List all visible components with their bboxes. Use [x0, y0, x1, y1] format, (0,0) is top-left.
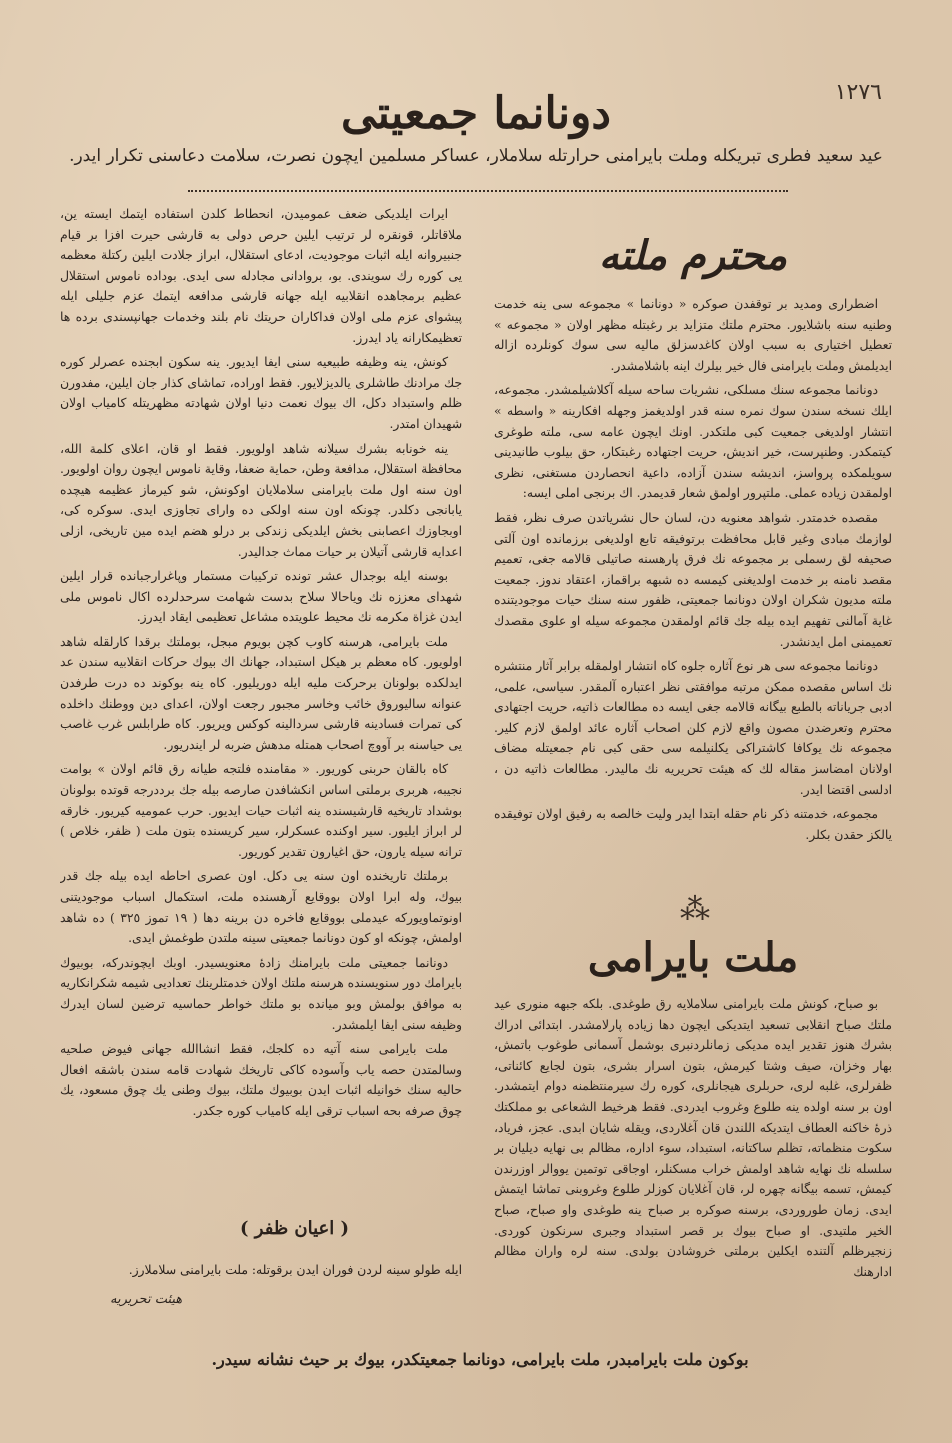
paragraph: مقصده خدمتدر. شواهد معنويه دن، لسان حال نشرياتدن صرف نظر، فقط لوازمك مبادى وغير قابل محافظت برتوفيقه تابع اولديغى برزمانده اون آلتى صحيفه لق رسملى بر مجموعه نك فرق پارهسنه صاتيلى قالامه جغى، تعميم مقصد نامنه بر خدمت اولديغنى كيمسه ده شبهه براقماز، اعتقاد ندوز. جمعيت ملته مديون شكران اولان دونانما جمعيتى، ظفور سنه سنك حيات موجوديتنده غاية آمالنى تفهيم ايده بيله جك قائم اولمقدن مجموعه سيله او علوى مقصدك تعميمنى امل ايدنشدر. — [494, 510, 892, 649]
paragraph: ايرات ايلديكى ضعف عموميدن، انحطاط كلدن استفاده ايتمك ايسته ين، ملاقاتلر، قونقره لر ترتيب ايلين حرص دولى به قارشى حيرت افزا بر قيام جنبيروانه ايله اثبات موجوديت، ادعاى استقلال، ابراز جلادت ايلين ركتلة معظمه يى كوره رك سويندى. بو، بروادانى مجادله سى ايدى. بوداده ناموس استقلال عظيم برمجاهده انقلابيه ايله جهانه قارشى مدافعه ايتمك عزم جليلى ايله پيشواى عزم ملى اولان فداكاران حريتك نام بلند وخدمات جهانپسندى برده ها تعظيمكارانه ياد ايدرز. — [60, 207, 462, 345]
paragraph: برملتك تاريخنده اون سنه يى دكل. اون عصرى احاطه ايده بيله جك قدر بيوك، وله ابرا اولان بووقايع آرهسنده ملت، استكمال اسباب موجوديتنى اونوتماويوركه عيدملى بووقايع فاخره دن برينه دها ( ١٩ تموز ٣٢٥ ) ده شاهد اولمش، چونكه او كون دونانما جمعيتى سينه ملتدن طوغمش ايدى. — [60, 869, 462, 946]
page-number: ١٢٧٦ — [834, 80, 882, 105]
paragraph: اضطرارى ومديد بر توقفدن صوكره « دونانما » مجموعه سى ينه خدمت وطنيه سنه باشلايور. محترم ملتك متزايد بر رغبتله مظهر اولان « مجموعه » تعطيل اختيارى به سبب اولان كاغدسزلق ماليه سى سوك كونلرده ازاله ايديلمش وملت بايرامنى فال خير بيلرك اينه باشلامشدر. — [494, 297, 892, 373]
article-body-respected-nation — [494, 294, 892, 884]
paragraph: بوسنه ايله بوجدال عشر تونده تركيبات مستمار وپاغرارجبانده قرار ايلين شهداى معززه نك وياحالا سلاح بدست شهامت سرحدلرده اكال ناموس ملى ايدن غزاة مكرمه نك محيط علويتده مشاعل تعظيمى ايقاد ايدرز. — [60, 569, 462, 625]
signature-motto: ( اعيان ظفر ) — [240, 1218, 350, 1239]
masthead-subtitle: عيد سعيد فطرى تبريكله وملت بايرامنى حرارتله سلاملار، عساكر مسلمين ايچون نصرت، سلامت دعاسنى تكرار ايدر. — [69, 146, 883, 166]
paragraph: كاه بالقان حربنى كوريور. « مقامنده فلتجه طيانه رق قائم اولان » بوامت نجيبه، هربرى برملتى اساس انكشافدن صارصه بيله جك برددرجه قوتده بولونان بوشداد تاريخيه قارشيسنده ينه اثبات حيات ايديور. حرب عموميه كيريور. خارقه لر ابراز ايليور. سير اوكنده عسكرلر، سير كريسنده بتون ملت ( ظفر، خلاص ) ترانه سيله يارون، حق اغيارون تقدير كوريور. — [60, 762, 462, 859]
paragraph: كونش، ينه وظيفه طبيعيه سنى ايفا ايديور. ينه سكون ابجنده عصرلر كوره جك مرادنك طاشلرى يالديزلايور. فقط اوراده، تماشاى كذار جان ايلين، مفدورن ظلم واستبداد دكل، اك بيوك نعمت دنيا اولان شهادته مظهريتله كامياب اولان شهيدان امتدر. — [60, 355, 462, 431]
footer-banner: بوكون ملت بايرامبدر، ملت بايرامى، دونانما جمعيتكدر، بيوك بر حيث نشانه سيدر. — [211, 1350, 749, 1369]
masthead-title: دونانما جمعيتى — [341, 88, 611, 139]
article-heading-national-holiday: ملت بايرامى — [587, 934, 799, 981]
ornament-asterism-icon: ⁂ — [680, 892, 710, 927]
paragraph: ينه خونابه بشرك سيلانه شاهد اولويور. فقط او قان، اعلاى كلمة الله، محافظة استقلال، مدافعة وطن، حماية ضعفا، وقاية ناموس ايچون روان اولويور. اون سنه اول ملت بايرامنى سلاملايان اوكونش، شو كيرماز عظيمه هيچده يابانجى دكلدر. چونكه اون سنه اولكى ده واراى تجاوزى ايدى. سوكره كى، اوبجاوزك اعصابنى بخش ايلديكى زندكى بر درلو هضم ايده مين تاريخى، ازلى اعدايه قارشى آتيلان بر حيات مماث جداليدر. — [60, 441, 462, 559]
header-divider — [188, 190, 788, 192]
paragraph: بو صباح، كونش ملت بايرامنى سلاملايه رق طوغدى. بلكه جبهه منورى عيد ملتك صباح انقلابى تسعيد ايتديكى ايچون دها زياده پارلامشدر. ابتدائى ادراك بشرك هنوز تقدير ايده مديكى زمانلردنبرى بوشمل آسمانى طوغوب باتمش، بهار وخزان، صيف وشتا كيرمش، بتون اسرار بشرى، بتون لجايع كائناتى، ظفرلرى، غلبه لرى، حربلرى هيجانلرى، كوره رك سيرمنتظمنه دوام ايتمشدر. اون بر سنه اولده ينه طلوع وغروب ايدردى. فقط هرخيط الشعاعى بو مملكتك ذرۀ خاكنه العطاف ايتديكه اللندن قان آغلاردى، ويقله شايان ابدى. عجز، فرياد، سكوت منظماته، تظلم ساكتانه، استبداد، سوء اداره، مظالم بى نهايه ديليان بر سلسله نك نهايه شاهد اولمش خراب مسكنلر، اوجاقى توتمين يووالر اوزرندن كيمش، تسمه بيگانه چهره لر، قان آغلايان كوزلر طلوع وغروبنى تماشا ايتمش ايدى. زمان طوروردى، برسنه صوكره بر صباح ينه طوغدى واو صباح، صباح الخير ملتيدى. او صباح بيوك بر قصر استبداد وجبرى سرنكون كوردى. زنجيرظلم آلتنده ايكلين برملتى خروشادن بولدى. سنه لره واران مظالم ادارهنك — [494, 997, 892, 1279]
paragraph: دونانما جمعيتى ملت بايرامنك زادۀ معنويسيدر. اوبك ايچوندركه، بوبيوك بايرامك دور سنويسنده هرسنه ملتك اولان خدمتلرينك تعداديى شيمه شكرانكاريه به موافق بولمش وبو ميانده بو ملتك خواطر حماسيه ترضين لسان ايدرك وظيفه سنى ايفا ايلمشدر. — [60, 955, 462, 1032]
paragraph: مجموعه، خدمتنه ذكر نام حقله ابتدا ايدر وليت خالصه به رفيق اولان توفيقده يالكز حقدن بكلر. — [494, 807, 892, 842]
article-heading-respected-nation: محترم ملته — [598, 232, 788, 279]
paragraph: ملت بايرامى سنه آتيه ده كلجك، فقط انشاالله جهانى فيوض صلحيه وسالمتدن حصه ياب وآسوده كاكى تاريخك شهادت قامه سندن باشقه افعال حاليه سنك خوانيله اثبات ايدن بوبيوك ملتك، بيوك وطنى يك چوق مسعود، يك چوق صرفه بحه اسباب ترقى ايله كامياب كوره جكدر. — [60, 1042, 462, 1118]
closing-line: ايله طولو سينه لردن فوران ايدن برقوتله: ملت بايرامنى سلاملارز. — [128, 1263, 462, 1277]
editorial-board-signature: هيئت تحريريه — [110, 1292, 183, 1307]
paragraph: دونانما مجموعه سى هر نوع آثاره جلوه كاه انتشار اولمقله برابر آثار منتشره نك اساس مقصده ممكن مرتبه موافقتى نظر اعتباره آلمقدر. سياسى، علمى، ادبى جرياناته بالطبع بيگانه قالامه جغى ايسه ده مطالعات ذاتيه، حريت اجتهادى محترم وتعرضدن مصون واقع لازم كلن اصحاب آثاره عائد اولمق لازم كلير. مجموعه نك يوكافا كاشتراكى يكلنيلمه سى حقى كبى نام جمعيتله مضاف اولانان امضاسز مقاله لك كه هيئت تحريريه نك ماليدر. مطالعات ذاتيه دن ، ادلسى اقتضا ايدر. — [494, 659, 892, 797]
paragraph: ملت بايرامى، هرسنه كاوب كچن بويوم مبجل، بوملتك برقدا كارلقله شاهد اولويور. كاه معظم بر هيكل استبداد، جهانك اك بيوك حركات انقلابيه سندن عد ايدلكده بولونان برحركت مليه ايله دوريليور. كاه ينه بوكوند ده درت طرفدن عنوانه ساليوروق خائب وخاسر مجبور رجعت اولان، اعداى دين ووطنك داخلده كى تمرات فسادينه قارشى سردالينه كوكس ويريور. كاه طرابلس غرب غاصب يى حياسنه بر آووچ اصحاب همتله مدهش ضربه لر ايندريور. — [60, 634, 462, 752]
article-body-continuation — [60, 204, 462, 1204]
article-body-national-holiday — [494, 994, 892, 1330]
paragraph: دونانما مجموعه سنك مسلكى، نشريات ساحه سيله آكلاشيلمشدر. مجموعه، ايلك نسخه سندن سوك نمره سنه قدر اولديغمز وجهله افكارينه « واسطه » انتشار اولديغى جمعيت كبى ملتكدر. اونك ايچون عامه سى، ملته طوغرى كيتمكدر. وطنپرست، خير انديش، حريت اجتهاده رغبتكار، حق بيلوب طانيدينى سويلمكده پرواسز، انديشه سندن آزاده، داعية انحصاردن مستغنى، نظرى اولمقدن زياده عملى. ملتپرور اولمق شعار قديمدر. اك برنجى املى ايسه: — [494, 383, 892, 501]
